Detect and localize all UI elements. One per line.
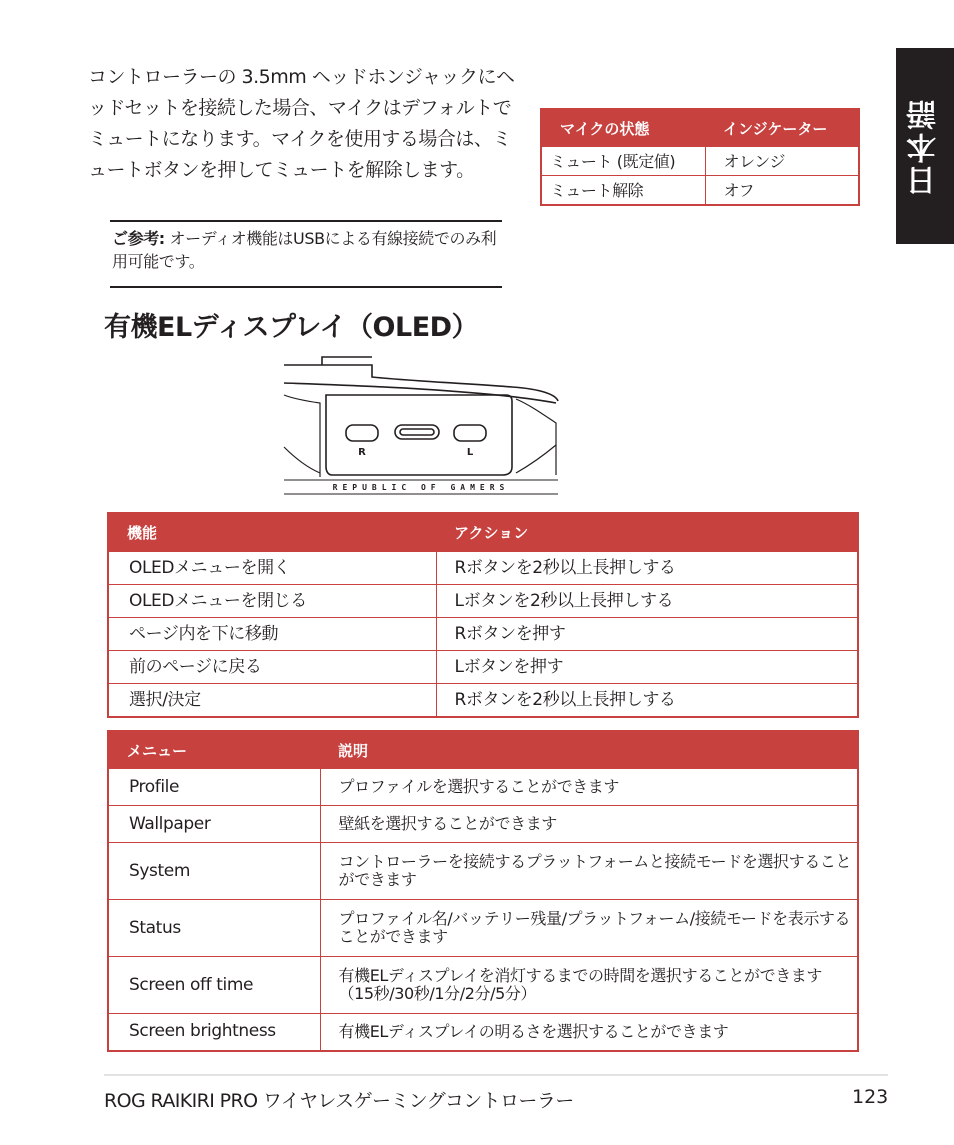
table-cell: 壁紙を選択することができます <box>320 806 858 843</box>
column-header: メニュー <box>108 731 320 769</box>
controller-bumper <box>284 383 556 403</box>
controller-top-edge <box>322 357 372 365</box>
table-cell: Lボタンを押す <box>436 651 858 684</box>
table-cell: OLEDメニューを閉じる <box>108 585 436 618</box>
table-cell: Lボタンを2秒以上長押しする <box>436 585 858 618</box>
oled-function-table <box>107 512 859 718</box>
table-cell: Screen brightness <box>108 1014 320 1051</box>
table-row <box>108 618 858 651</box>
table-cell: 有機ELディスプレイを消灯するまでの時間を選択することができます（15秒/30秒/1分/2分/5分） <box>320 957 858 1014</box>
table-cell: 前のページに戻る <box>108 651 436 684</box>
column-header: マイクの状態 <box>541 109 705 147</box>
table-cell: ページ内を下に移動 <box>108 618 436 651</box>
table-header-row <box>541 109 859 147</box>
table-row <box>108 769 858 806</box>
controller-body-left <box>284 395 320 477</box>
column-header: インジケーター <box>705 109 859 147</box>
column-header: 説明 <box>320 731 858 769</box>
l-button-label: L <box>466 447 474 458</box>
usb-port-icon <box>395 425 439 439</box>
controller-body-right <box>516 399 556 475</box>
table-row <box>108 585 858 618</box>
footer-divider <box>104 1074 888 1076</box>
table-row <box>541 176 859 206</box>
controller-grip-left <box>284 447 320 473</box>
controller-oled-illustration <box>280 355 562 497</box>
intro-paragraph: コントローラーの 3.5mm ヘッドホンジャックにヘッドセットを接続した場合、マイクはデフォルトでミュートになります。マイクを使用する場合は、ミュートボタンを押してミュートを解除します。 <box>88 66 515 181</box>
mic-status-table <box>540 108 860 206</box>
column-header: 機能 <box>108 513 436 552</box>
table-cell: プロファイルを選択することができます <box>320 769 858 806</box>
controller-grip-right <box>516 445 556 473</box>
table-cell: Rボタンを2秒以上長押しする <box>436 552 858 585</box>
table-cell: Profile <box>108 769 320 806</box>
table-cell: ミュート (既定値) <box>541 147 705 176</box>
table-row <box>108 843 858 900</box>
table-row <box>108 957 858 1014</box>
table-cell: Rボタンを押す <box>436 618 858 651</box>
table-header-row <box>108 513 858 552</box>
footer-product-title: ROG RAIKIRI PRO ワイヤレスゲーミングコントローラー <box>104 1090 574 1112</box>
table-cell: コントローラーを接続するプラットフォームと接続モードを選択することができます <box>320 843 858 900</box>
table-cell: Status <box>108 900 320 957</box>
table-cell: Screen off time <box>108 957 320 1014</box>
table-row <box>108 900 858 957</box>
column-header: アクション <box>436 513 858 552</box>
r-button-label: R <box>358 447 366 458</box>
note-label: ご参考: <box>112 229 165 248</box>
table-cell: OLEDメニューを開く <box>108 552 436 585</box>
note-body: オーディオ機能はUSBによる有線接続でのみ利用可能です。 <box>112 229 497 271</box>
table-row <box>108 552 858 585</box>
table-cell: プロファイル名/バッテリー残量/プラットフォーム/接続モードを表示することができます <box>320 900 858 957</box>
table-cell: ミュート解除 <box>541 176 705 206</box>
usb-port-inner <box>400 429 434 435</box>
l-button-icon <box>454 425 486 441</box>
oled-menu-table <box>107 730 859 1052</box>
table-row <box>108 1014 858 1051</box>
language-tab <box>896 48 954 244</box>
r-button-icon <box>346 425 378 441</box>
table-cell: System <box>108 843 320 900</box>
language-tab-label: 日本語 <box>907 96 942 196</box>
table-row <box>541 147 859 176</box>
note-text <box>112 227 500 273</box>
brand-text: REPUBLIC OF GAMERS <box>332 483 510 492</box>
table-row <box>108 651 858 684</box>
table-row <box>108 806 858 843</box>
table-cell: 有機ELディスプレイの明るさを選択することができます <box>320 1014 858 1051</box>
table-cell: Rボタンを2秒以上長押しする <box>436 684 858 718</box>
table-cell: オフ <box>705 176 859 206</box>
table-cell: Wallpaper <box>108 806 320 843</box>
section-title: 有機ELディスプレイ（OLED） <box>104 312 479 343</box>
table-cell: オレンジ <box>705 147 859 176</box>
page-number: 123 <box>852 1086 889 1108</box>
table-row <box>108 684 858 718</box>
note-box <box>110 220 502 288</box>
table-header-row <box>108 731 858 769</box>
table-cell: 選択/決定 <box>108 684 436 718</box>
